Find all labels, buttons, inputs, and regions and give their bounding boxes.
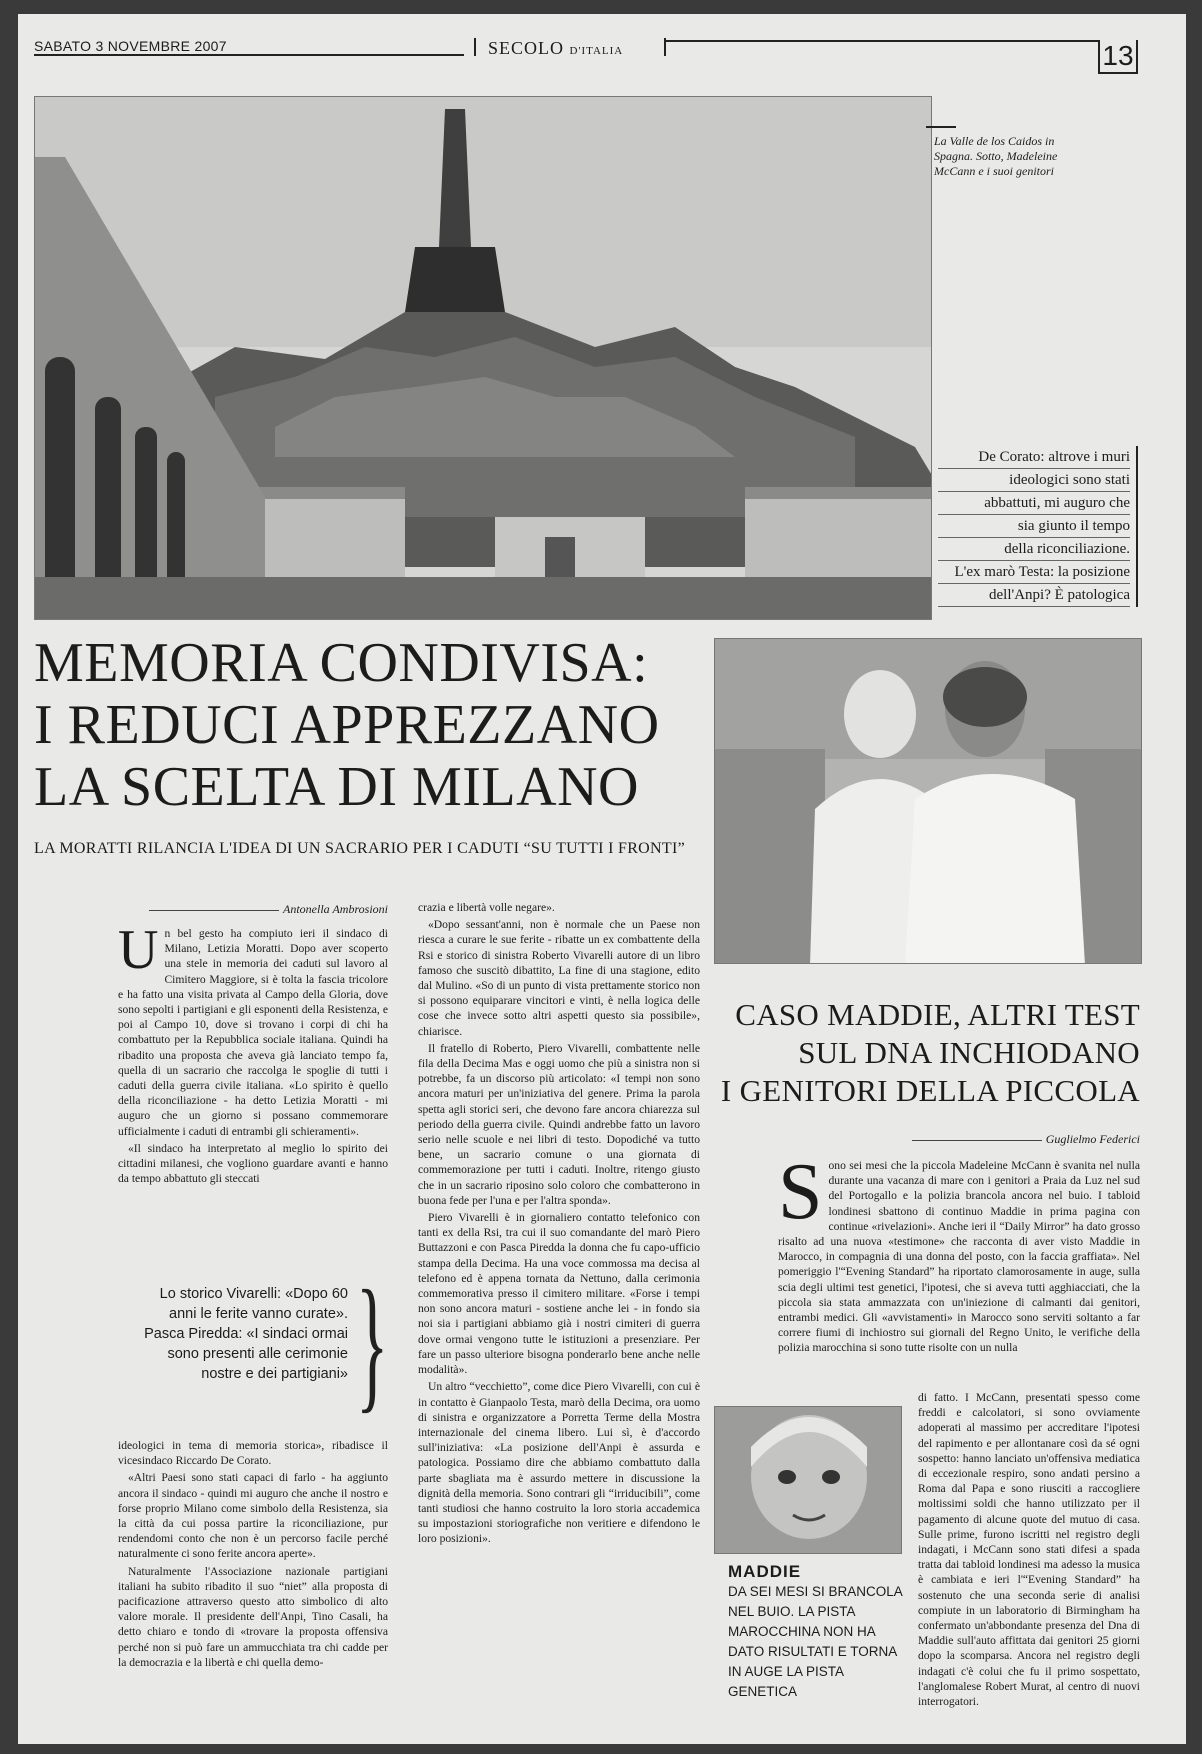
maddie-text-bottom: di fatto. I McCann, presentati spesso come freddi e calcolatori, si sono ovviamente adoperati al massimo per accreditare l'ipotesi del rapimento e per allontanare così da sé ogni sospetto: hanno lanciato un'offensiva mediatica di eccezionale respiro, sono andati persino a Roma dal Papa e sono riusciti a raccogliere moltissimi soldi che hanno utilizzato per il pagamento di alcune quote del mutuo di casa. Sulle prime, furono iscritti nel registro degli indagati, i McCann sono stati difesi a spada tratta dai tabloid londinesi ma adesso la musica è cambiata e ieri l'“Evening Standard” ha sostenuto che una seconda serie di analisi compiute in un laboratorio di Birmingham ha confermato un'abbondante presenza del Dna di Maddie sull'auto affittata dai genitori 25 giorni dopo la scomparsa. Ancora nel registro degli indagati c'è colui che fu il primo sospettato, l'anglomalese Robert Murat, al centro di nuovi interrogatori. <box>918 1391 1140 1709</box>
newspaper-page <box>18 14 1186 1744</box>
main-column-2: crazia e libertà volle negare». «Dopo sessant'anni, non è normale che un Paese non riesca a curare le sue ferite - ribatte un ex combattente della Rsi e storico di sinistra Roberto Vivarelli autore di un libro famoso che suscitò dibattito, La fine di una stagione, edito dal Mulino. «So di un punto di vista prettamente storico non si possono equiparare vincitori e vinti, è nella logica delle cose che invece sotto altri aspetti questo sia possibile», chiarisce. Il fratello di Roberto, Piero Vivarelli, combattente nelle fila della Decima Mas e oggi uomo che più a sinistra non si potrebbe, fa un discorso più articolato: «I tempi non sono ancora maturi per un'iniziativa del genere. Prima la parola spetta agli storici seri, che devono fare ancora chiarezza sul periodo della guerra civile. Quindi andrebbe fatto un lavoro serio nelle scuole e nei libri di testo. Dopodiché va tutto bene, un sacrario comune o una giornata di commemorazione per tutti i caduti. Inoltre, ritengo giusto che in un sacrario riposino solo coloro che combatterono in buona fede per l'una e per l'altra sponda». Piero Vivarelli è in giornaliero contatto telefonico con tanti ex della Rsi, tra cui il suo comandante del marò Piero Buttazzoni e con Pasca Piredda la donna che fu capo-ufficio stampa della Decima. Ha una voce commossa ma decisa al telefono ed è appena tornata da Nettuno, dalla cerimonia commemorativa presso il cimitero militare. «Forse i tempi non sono ancora maturi - sostiene anche lei - in fondo sia noi sia i partigiani abbiamo già i nostri cimiteri di guerra dove ormai vengono tutte le istituzioni a presenziare. Per fare un passo ulteriore bisogna ponderarlo bene anche nelle modalità». Un altro “vecchietto”, come dice Piero Vivarelli, con cui è in contatto è Gianpaolo Testa, marò della Decima, ora uomo di sinistra e organizzatore a Porretta Terme della Mostra internazionale del cinema libero. Lui sì, è d'accordo sull'iniziativa: «La posizione dell'Anpi è assurda e patologica. Possiamo dire che abbiamo combattuto dalla parte sbagliata ma è assurdo mettere in discussione la dignità della memoria. Sono contrari gli “irriducibili”, come tanti studiosi che hanno costruito la loro storia accademica su impostazioni storiografiche non veritiere e difendono le loro posizioni». <box>418 901 700 1546</box>
drop-cap: U <box>118 926 159 981</box>
pull-quote-line: sia giunto il tempo <box>938 515 1130 538</box>
pull-quote-line: De Corato: altrove i muri <box>938 446 1130 469</box>
main-column-1-bottom: ideologici in tema di memoria storica», ribadisce il vicesindaco Riccardo De Corato. «Altri Paesi sono stati capaci di farlo - ha aggiunto ancora il sindaco - quindi mi auguro che anche il nostro e forse proprio Milano come simbolo della Resistenza, sia la città da cui possa partire la riconciliazione, pur rendendomi conto che non è un percorso facile perché naturalmente ci sono ferite ancora aperte». Naturalmente l'Associazione nazionale partigiani italiani ha subito ribadito il suo “niet” alla proposta di pacificazione attraverso questo atto simbolico di alto valore morale. Il presidente dell'Anpi, Tino Casali, ha detto chiaro e tondo di «trovare la proposta offensiva perché non si può fare un ammucchiata tra chi cadde per la democrazia e la libertà e chi quella demo- <box>118 1439 388 1669</box>
maddie-text-top: Sono sei mesi che la piccola Madeleine McCann è svanita nel nulla durante una vacanza di mare con i genitori a Praia da Luz nel sud del Portogallo e la polizia brancola ancora nel buio. I tabloid londinesi sbattono di continuo Maddie in prima pagina con continue «rivelazioni». Anche ieri il “Daily Mirror” ha dato grosso risalto ad una nuova «testimone» che racconta di aver visto Maddie in Marocco, in compagnia di una donna del posto, con la faccia graffiata». Nel pomeriggio l'“Evening Standard” ha riportato clamorosamente in auge, sulla scia degli ultimi test genetici, l'ipotesi, che si aveva tutti agghiacciati, che la piccola sia stata ammazzata con un'iniezione di calmanti dai genitori, entrambi medici. Gli «avvistamenti» in Marocco sono serviti soltanto a far correre fiumi di inchiostro sui giornali del Regno Unito, le verifiche della polizia marocchina si sono tutte risolte con un nulla <box>778 1158 1140 1355</box>
caption-marker <box>926 126 956 128</box>
main-column-1-top: Un bel gesto ha compiuto ieri il sindaco di Milano, Letizia Moratti. Dopo aver scoperto una stele in memoria dei caduti sul lavoro al Cimitero Maggiore, si è tolta la fascia tricolore e ha fatto una visita privata al Campo della Gloria, dove sono sepolti i partigiani e gli esponenti della Resistenza, e poi al Campo 10, dove si trovano i corpi di chi ha combattuto per la Repubblica sociale italiana. Quindi ha ribadito una proposta che aveva già lanciato tempo fa, quella di un sacrario che raccolga le spoglie di tutti i caduti della guerra civile italiana. «Lo spirito è quello della riconciliazione - ha detto Letizia Moratti - mi auguro che un giorno si possano commemorare ufficialmente i caduti di entrambi gli schieramenti». «Il sindaco ha interpretato al meglio lo spirito dei cittadini milanesi, che vogliono guardare avanti e hanno da tempo abbattuto gli steccati <box>118 926 388 1186</box>
inline-quote: Lo storico Vivarelli: «Dopo 60 anni le ferite vanno curate». Pasca Piredda: «I sindaci ormai sono presenti alle cerimonie nostre e dei partigiani» <box>144 1286 348 1382</box>
pull-quote-line: ideologici sono stati <box>938 469 1130 492</box>
valle-de-los-caidos-photo <box>34 96 932 620</box>
newspaper-name: SECOLO D'ITALIA <box>488 38 624 58</box>
maddie-headline: CASO MADDIE, ALTRI TEST SUL DNA INCHIODANO I GENITORI DELLA PICCOLA <box>720 997 1140 1108</box>
mccann-parents-photo <box>714 638 1142 964</box>
header-divider <box>474 38 476 56</box>
main-headline: MEMORIA CONDIVISA: I REDUCI APPREZZANO LA SCELTA DI MILANO <box>34 632 660 818</box>
maddie-box-text: DA SEI MESI SI BRANCOLA NEL BUIO. LA PISTA MAROCCHINA NON HA DATO RISULTATI E TORNA IN AUGE LA PISTA GENETICA <box>728 1584 903 1699</box>
maddie-sidebar-box <box>728 1562 908 1702</box>
maddie-byline: Guglielmo Federici <box>818 1132 1140 1147</box>
pull-quote-line: dell'Anpi? È patologica <box>938 584 1130 607</box>
issue-date: SABATO 3 NOVEMBRE 2007 <box>34 38 227 54</box>
page-number: 13 <box>1098 40 1138 74</box>
quote-brace: } <box>356 1260 389 1426</box>
pull-quote-line: della riconciliazione. <box>938 538 1130 561</box>
pull-quote <box>938 446 1138 607</box>
maddie-drop-cap: S <box>778 1158 823 1236</box>
maddie-portrait <box>714 1406 902 1554</box>
header-rule-right <box>666 40 1098 42</box>
pull-quote-line: abbattuti, mi auguro che <box>938 492 1130 515</box>
main-subhead: LA MORATTI RILANCIA L'IDEA DI UN SACRARIO PER I CADUTI “SU TUTTI I FRONTI” <box>34 840 685 857</box>
maddie-box-title: MADDIE <box>728 1562 802 1581</box>
top-photo-caption: La Valle de los Caidos in Spagna. Sotto, Madeleine McCann e i suoi genitori <box>934 134 1058 178</box>
pull-quote-line: L'ex marò Testa: la posizione <box>938 561 1130 584</box>
header-rule-left <box>34 54 464 56</box>
main-byline: Antonella Ambrosioni <box>118 902 388 917</box>
